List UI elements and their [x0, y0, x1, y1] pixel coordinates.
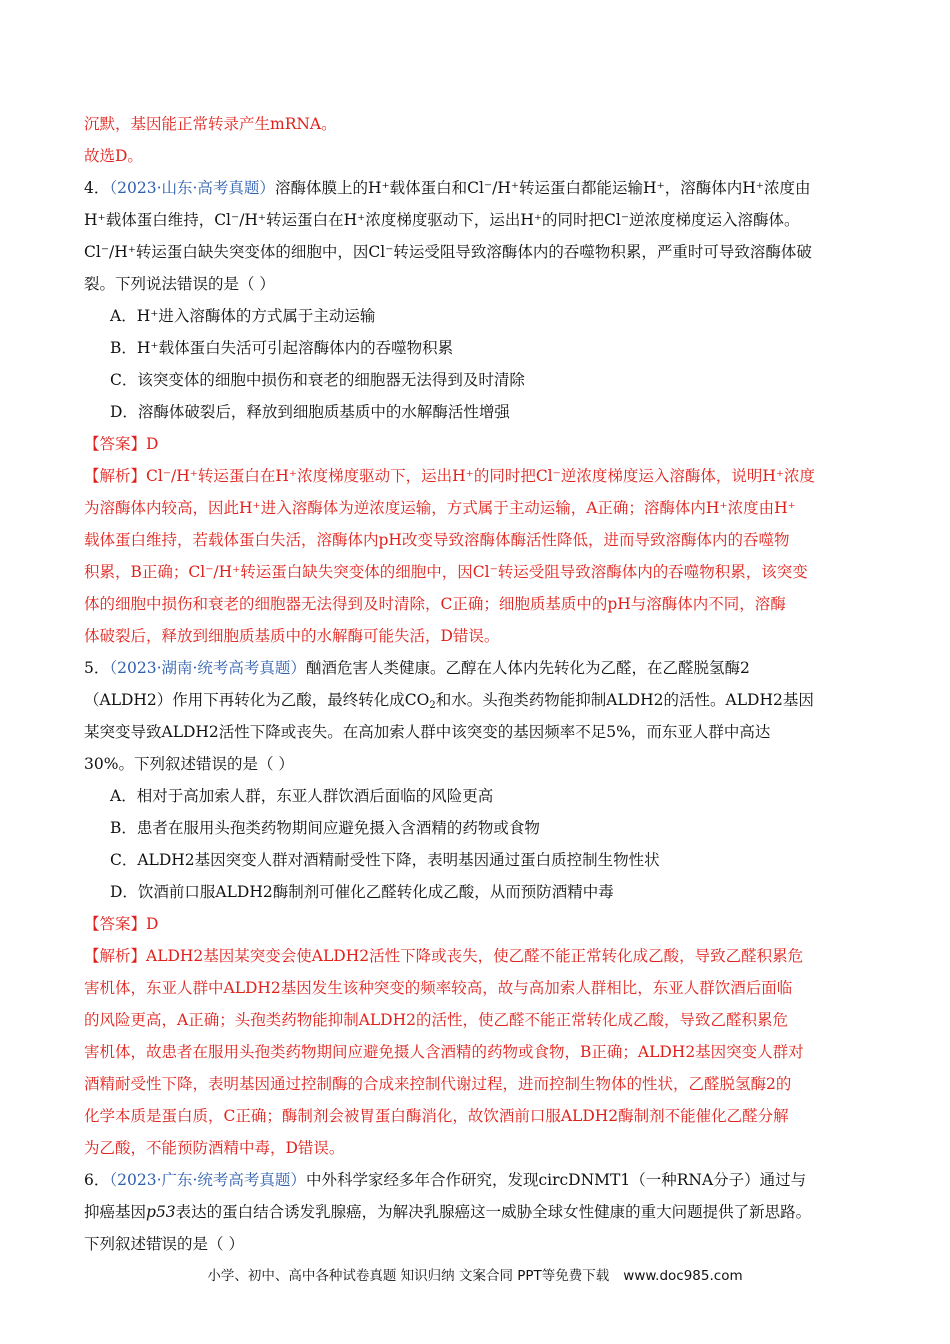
- stem-text: 溶酶体膜上的H⁺载体蛋白和Cl⁻/H⁺转运蛋白都能运输H⁺，溶酶体内H⁺浓度由: [274, 179, 811, 197]
- question-6-stem: [84, 1164, 874, 1196]
- text-line: 某突变导致ALDH2活性下降或丧失。在高加索人群中该突变的基因频率不足5%，而东亚人群中高达: [84, 723, 771, 741]
- question-number: 6．: [84, 1171, 110, 1189]
- text-line: Cl⁻/H⁺转运蛋白缺失突变体的细胞中，因Cl⁻转运受阻导致溶酶体内的吞噬物积累，严重时可导致溶酶体破: [84, 243, 812, 261]
- question-5-stem: [84, 652, 874, 684]
- question-number: 4．: [84, 179, 110, 197]
- subscript: 2: [429, 700, 436, 711]
- explanation-line: 【解析】ALDH2基因某突变会使ALDH2活性下降或丧失，使乙醛不能正常转化成乙酸，导致乙醛积累危: [84, 947, 804, 965]
- footer-url[interactable]: www.doc985.com: [623, 1268, 743, 1284]
- explanation-line: 的风险更高，A正确；头孢类药物能抑制ALDH2的活性，使乙醛不能正常转化成乙酸，导致乙醛积累危: [84, 1011, 788, 1029]
- footer-text: 小学、初中、高中各种试卷真题 知识归纳 文案合同 PPT等免费下载: [207, 1268, 610, 1284]
- gene-name: p53: [146, 1203, 176, 1221]
- option-b: B．患者在服用头孢类药物期间应避免摄入含酒精的药物或食物: [110, 819, 540, 837]
- text-span: 抑癌基因: [84, 1203, 147, 1221]
- text-span: 和水。头孢类药物能抑制ALDH2的活性。ALDH2基因: [435, 691, 814, 709]
- emphasized-word: · · 错误: [146, 1235, 177, 1253]
- document-page: [84, 108, 874, 1260]
- text-line: 30%。下列叙述错误的是（ ）: [84, 755, 294, 773]
- stem-text: 酗酒危害人类健康。乙醇在人体内先转化为乙醛，在乙醛脱氢酶2: [305, 659, 750, 677]
- text-span: 的是（ ）: [177, 1235, 244, 1253]
- text-span: （ALDH2）作用下再转化为乙酸，最终转化成CO: [84, 691, 430, 709]
- stem-text: 中外科学家经多年合作研究，发现circDNMT1（一种RNA分子）通过与: [305, 1171, 807, 1189]
- explanation-line: 【解析】Cl⁻/H⁺转运蛋白在H⁺浓度梯度驱动下，运出H⁺的同时把Cl⁻逆浓度梯度运入溶酶体，说明H⁺浓度: [84, 467, 816, 485]
- question-4-stem: [84, 172, 874, 204]
- explanation-line: 害机体，故患者在服用头孢类药物期间应避免摄人含酒精的药物或食物，B正确；ALDH2基因突变人群对: [84, 1043, 804, 1061]
- explanation-line: 害机体，东亚人群中ALDH2基因发生该种突变的频率较高，故与高加索人群相比，东亚人群饮酒后面临: [84, 979, 793, 997]
- text-line: 裂。下列说法错误的是（ ）: [84, 275, 275, 293]
- option-c: C．该突变体的细胞中损伤和衰老的细胞器无法得到及时清除: [110, 371, 525, 389]
- option-a: A．H⁺进入溶酶体的方式属于主动运输: [110, 307, 376, 325]
- explanation-line: 为溶酶体内较高，因此H⁺进入溶酶体为逆浓度运输，方式属于主动运输，A正确；溶酶体内H⁺浓度由H⁺: [84, 499, 796, 517]
- explanation-line: 为乙酸，不能预防酒精中毒，D错误。: [84, 1139, 345, 1157]
- question-source: （2023·广东·统考高考真题）: [109, 1171, 306, 1189]
- explanation-line: 体的细胞中损伤和衰老的细胞器无法得到及时清除，C正确；细胞质基质中的pH与溶酶体内不同，溶酶: [84, 595, 786, 613]
- question-source: （2023·山东·高考真题）: [109, 179, 275, 197]
- footer: [0, 1264, 950, 1284]
- explanation-line: 积累，B正确；Cl⁻/H⁺转运蛋白缺失突变体的细胞中，因Cl⁻转运受阻导致溶酶体内的吞噬物积累，该突变: [84, 563, 808, 581]
- question-number: 5．: [84, 659, 110, 677]
- text-span: 下列叙述: [84, 1235, 147, 1253]
- option-b: B．H⁺载体蛋白失活可引起溶酶体内的吞噬物积累: [110, 339, 454, 357]
- text-span: 表达的蛋白结合诱发乳腺癌，为解决乳腺癌这一威胁全球女性健康的重大问题提供了新思路。: [175, 1203, 812, 1221]
- explanation-line: 酒精耐受性下降，表明基因通过控制酶的合成来控制代谢过程，进而控制生物体的性状，乙醛脱氢酶2的: [84, 1075, 792, 1093]
- explanation-line: 载体蛋白维持，若载体蛋白失活，溶酶体内pH改变导致溶酶体酶活性降低，进而导致溶酶体内的吞噬物: [84, 531, 790, 549]
- text-line: 沉默，基因能正常转录产生mRNA。: [84, 115, 337, 133]
- option-d: D．溶酶体破裂后，释放到细胞质基质中的水解酶活性增强: [110, 403, 510, 421]
- answer: 【答案】D: [84, 435, 159, 453]
- option-a: A．相对于高加索人群，东亚人群饮酒后面临的风险更高: [110, 787, 494, 805]
- option-d: D．饮酒前口服ALDH2酶制剂可催化乙醛转化成乙酸，从而预防酒精中毒: [110, 883, 614, 901]
- text-line: [84, 684, 874, 716]
- explanation-line: 体破裂后，释放到细胞质基质中的水解酶可能失活，D错误。: [84, 627, 500, 645]
- explanation-line: 化学本质是蛋白质，C正确；酶制剂会被胃蛋白酶消化，故饮酒前口服ALDH2酶制剂不能催化乙醛分解: [84, 1107, 789, 1125]
- text-line: [84, 1196, 874, 1228]
- text-line: 故选D。: [84, 147, 143, 165]
- text-line: H⁺载体蛋白维持，Cl⁻/H⁺转运蛋白在H⁺浓度梯度驱动下，运出H⁺的同时把Cl⁻逆浓度梯度运入溶酶体。: [84, 211, 800, 229]
- text-line: [84, 1228, 874, 1260]
- question-source: （2023·湖南·统考高考真题）: [109, 659, 306, 677]
- answer: 【答案】D: [84, 915, 159, 933]
- option-c: C．ALDH2基因突变人群对酒精耐受性下降，表明基因通过蛋白质控制生物性状: [110, 851, 660, 869]
